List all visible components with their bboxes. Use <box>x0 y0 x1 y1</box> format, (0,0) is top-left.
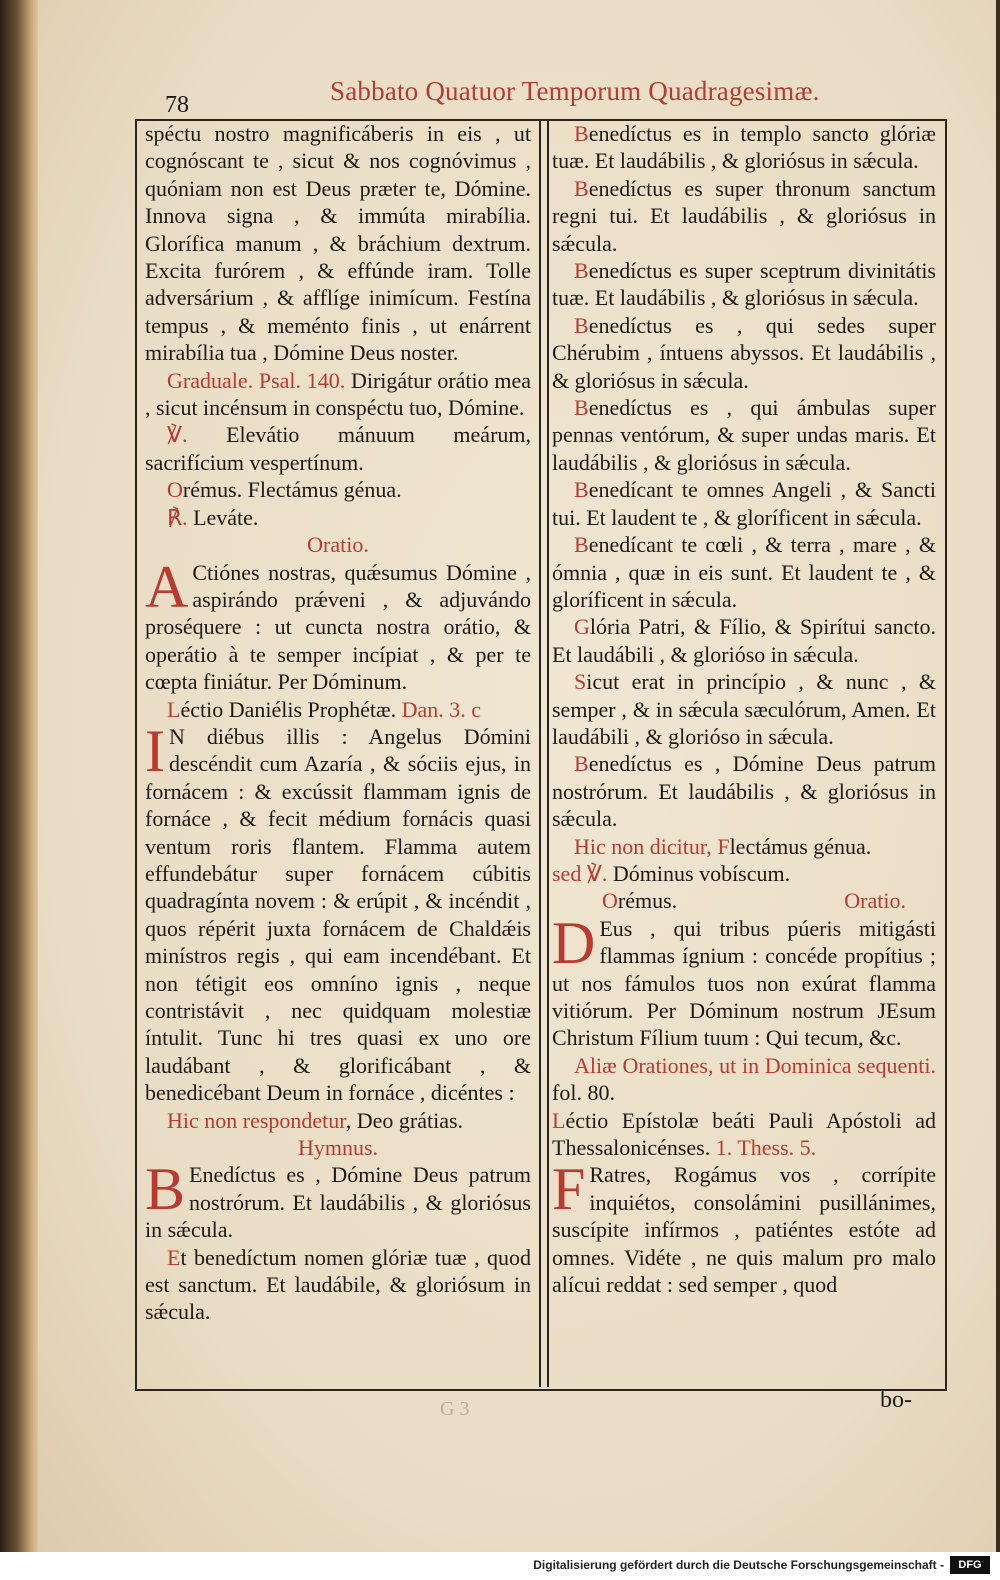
book-spine-edge <box>0 0 42 1580</box>
hic-non-text: , Deo grátias. <box>345 1107 464 1133</box>
lectio-drop-initial: I <box>145 717 165 784</box>
lectio-heading <box>145 696 531 723</box>
running-head: Sabbato Quatuor Temporum Quadragesimæ. <box>330 76 820 106</box>
hic-non-dicitur-label: Hic non dicitur, <box>574 833 712 859</box>
et-benedictum <box>145 1244 531 1326</box>
column-divider <box>539 119 549 1387</box>
lectio-epistolae <box>552 1107 936 1162</box>
sed-text: Dóminus vobíscum. <box>612 860 791 886</box>
verse-8 <box>552 750 936 832</box>
oratio-drop-initial-right: D <box>552 909 596 976</box>
verse-3 <box>552 257 936 312</box>
verse-7-initial: B <box>574 532 589 558</box>
graduale-text: Dirigátur orátio mea , sicut incénsum in conspéctu tuo, Dómine. <box>145 367 531 421</box>
lectio-ref: Dan. 3. c <box>401 696 482 722</box>
hymn-drop-initial: B <box>145 1156 186 1223</box>
verse-1-initial: B <box>574 121 589 146</box>
lectio-initial: L <box>167 696 181 722</box>
gloria-initial: G <box>574 614 590 640</box>
gloria-text: lória Patri, & Fílio, & Spirítui sancto. Et laudábili , & glorióso in sǽcula. <box>552 614 936 667</box>
oratio-heading-right: Oratio. <box>844 888 906 914</box>
hymn-paragraph <box>145 1156 531 1243</box>
verse-2-initial: B <box>574 175 589 201</box>
graduale-label: Graduale. Psal. 140. <box>167 367 346 393</box>
flectamus-text: lectámus génua. <box>729 833 872 859</box>
verse-3-text: enedíctus es super sceptrum divinitátis tuæ. Et laudábilis , & gloriósus in sǽcula. <box>552 258 936 311</box>
hic-non-respondetur <box>145 1107 531 1134</box>
fratres-drop-initial: F <box>552 1156 586 1223</box>
lectio-ref-right: 1. Thess. 5. <box>715 1135 817 1161</box>
versicle <box>145 421 531 476</box>
aliae-label: Aliæ Orationes, ut in Dominica sequenti. <box>574 1052 936 1078</box>
signature-mark: G 3 <box>440 1398 470 1420</box>
fratres-text: Ratres, Rogámus vos , corrípite inquiétos, consolámini pusillánimes, suscípite infírmos , patiéntes estóte ad omnes. Vidéte , ne quis malum pro malo alícui reddat : sed semper , quod <box>552 1162 936 1298</box>
verse-2-text: enedíctus es super thronum sanctum regni tui. Et laudábilis , & gloriósus in sǽcula. <box>552 175 936 256</box>
left-column <box>145 120 531 1326</box>
gloria-patri <box>552 613 936 668</box>
verse-4-initial: B <box>574 312 589 338</box>
verse-1 <box>552 120 936 175</box>
verse-3-initial: B <box>574 258 589 284</box>
verse-8-initial: B <box>574 751 589 777</box>
lectio-text: N diébus illis : Angelus Dómini descéndit cum Azaría , & sóciis ejus, in fornácem : & excússit flammam ignis de fornáce , & fecit médium fornácis quasi ventum roris flantem. Flamma autem effundebátur super fornácem cúbitis quadragínta novem : & erúpit , & incéndit , quos répérit juxta fornácem de Chaldǽis minístros regis , qui eam incendébant. Et non tétigit eos omníno ignis , neque contristávit , nec quidquam molestiæ íntulit. Tunc hi tres quasi ex uno ore laudábant , & glorificábant , & benedicébant Deum in fornáce , dicéntes : <box>145 723 531 1106</box>
catchword: bo- <box>880 1387 912 1413</box>
oratio-text-right: Eus , qui tribus púeris mitigásti flammas ígnium : concéde propítius ; ut nos fámulos tuos non exúrat flamma vitiórum. Per Dóminum nostrum JEsum Christum Fílium tuum : Qui tecum, &c. <box>552 915 936 1051</box>
oremus-text-right: rémus. <box>617 888 678 914</box>
hymn-text: Enedíctus es , Dómine Deus patrum nostrórum. Et laudábilis , & gloriósus in sǽcula. <box>145 1162 531 1243</box>
aliae-fol: fol. 80. <box>552 1080 615 1106</box>
sed-label: sed ℣. <box>552 860 608 886</box>
oremus-text: rémus. Flectámus génua. <box>182 477 402 503</box>
verse-4-text: enedíctus es , qui sedes super Chérubim , íntuens abyssos. Et laudábilis , & gloriósus in sǽcula. <box>552 312 936 393</box>
verse-6-text: enedícant te omnes Angeli , & Sancti tui. Et laudent te , & gloríficent in sǽcula. <box>552 477 936 530</box>
verse-4 <box>552 312 936 394</box>
aliae-orationes <box>552 1052 936 1107</box>
verse-5 <box>552 394 936 476</box>
lectio-initial-right: L <box>552 1107 566 1133</box>
versicle-sign: ℣. <box>167 422 188 448</box>
verse-1-text: enedíctus es in templo sancto glóriæ tuæ. Et laudábilis , & gloriósus in sǽcula. <box>552 121 936 174</box>
oratio-paragraph-right <box>552 909 936 1052</box>
lectio-title: éctio Daniélis Prophétæ. <box>180 696 397 722</box>
verse-5-initial: B <box>574 395 589 421</box>
hic-non-label: Hic non respondetur <box>167 1107 346 1133</box>
oratio-text: Ctiónes nostras, quǽsumus Dómine , aspirándo prǽveni , & adjuvándo proséquere : ut cuncta nostra orátio, & operátio à te semper incípiat , & per te cœpta finiátur. Per Dóminum. <box>145 559 531 695</box>
dfg-logo: DFG <box>950 1556 990 1574</box>
page-number: 78 <box>165 92 189 118</box>
response-text: Leváte. <box>193 504 259 530</box>
response-sign: ℟. <box>167 504 188 530</box>
fratres-paragraph <box>552 1156 936 1298</box>
et-text: t benedíctum nomen glóriæ tuæ , quod est sanctum. Et laudábile, & gloriósum in sǽcula. <box>145 1244 531 1325</box>
flectamus-initial: F <box>717 833 730 859</box>
verse-2 <box>552 175 936 257</box>
graduale <box>145 367 531 422</box>
sicut-text: icut erat in princípio , & nunc , & semper , & in sǽcula sæculórum, Amen. Et laudábili , & glorióso in sǽcula. <box>552 669 936 749</box>
verse-6 <box>552 476 936 531</box>
right-column <box>552 120 936 1298</box>
oratio-paragraph <box>145 553 531 696</box>
sed-dominus <box>552 860 936 887</box>
oratio-heading: Oratio. <box>307 532 369 558</box>
footer-text: Digitalisierung gefördert durch die Deutsche Forschungsgemeinschaft - <box>533 1558 944 1572</box>
verse-8-text: enedíctus es , Dómine Deus patrum nostrórum. Et laudábilis , & gloriósus in sǽcula. <box>552 751 936 832</box>
response <box>145 504 531 531</box>
lectio-title-right: éctio Epístolæ beáti Pauli Apóstoli ad Thessalonicénses. <box>552 1107 936 1161</box>
left-paragraph-1: spéctu nostro magnificáberis in eis , ut cognóscant te , sicut & nos cognóvimus , quóniam non est Deus præter te, Dómine. Innova signa , & immúta mirabília. Glorífica manum , & bráchium dextrum. Excita furórem , & effúnde iram. Tolle adversárium , & afflíge inimícum. Festína tempus , & meménto finis , ut enárrent mirabília tua , Dómine Deus noster. <box>145 121 531 366</box>
hic-non-dicitur <box>552 833 936 860</box>
oremus-oratio-line <box>552 887 936 914</box>
oremus-initial: O <box>167 477 183 503</box>
versicle-text: Elevátio mánuum meárum, sacrifícium vespertínum. <box>145 422 532 475</box>
verse-5-text: enedíctus es , qui ámbulas super pennas ventórum, & super undas maris. Et laudábilis , & gloriósus in sǽcula. <box>552 395 936 475</box>
oremus-line-right <box>602 887 677 914</box>
oremus-line <box>145 476 531 503</box>
hymnus-heading: Hymnus. <box>297 1135 379 1161</box>
sicut-erat <box>552 668 936 750</box>
lectio-paragraph <box>145 717 531 1107</box>
verse-6-initial: B <box>574 477 589 503</box>
et-initial: E <box>167 1244 181 1270</box>
sicut-initial: S <box>574 669 587 695</box>
verse-7 <box>552 531 936 613</box>
oratio-drop-initial: A <box>145 553 189 620</box>
verse-7-text: enedícant te cœli , & terra , mare , & ómnia , quæ in eis sunt. Et laudent te , & gloríficent in sǽcula. <box>552 532 936 612</box>
oremus-initial-right: O <box>602 888 618 914</box>
